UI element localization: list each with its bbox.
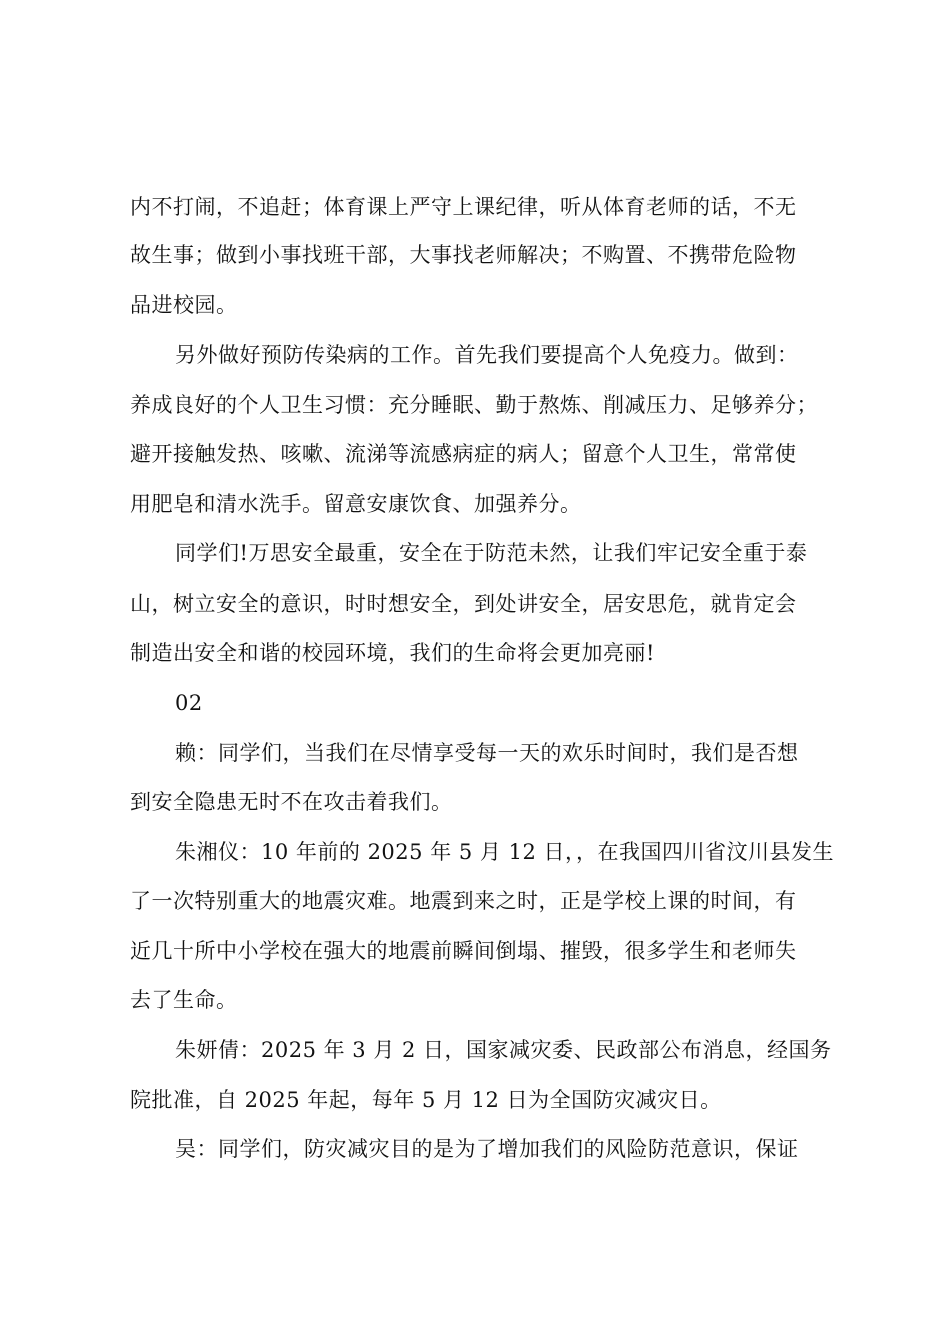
- section-number: 02: [175, 691, 203, 715]
- text-line: 朱妍倩：2025 年 3 月 2 日，国家减灾委、民政部公布消息，经国务: [175, 1038, 832, 1062]
- text-line: 用肥皂和清水洗手。留意安康饮食、加强养分。: [130, 492, 582, 516]
- text-line: 同学们!万思安全最重，安全在于防范未然，让我们牢记安全重于泰: [175, 541, 808, 565]
- text-line: 朱湘仪：10 年前的 2025 年 5 月 12 日，，在我国四川省汶川县发生: [175, 840, 834, 864]
- text-line: 吴：同学们，防灾减灾目的是为了增加我们的风险防范意识，保证: [175, 1137, 799, 1161]
- text-line: 制造出安全和谐的校园环境，我们的生命将会更加亮丽!: [130, 641, 655, 665]
- text-line: 故生事；做到小事找班干部，大事找老师解决；不购置、不携带危险物: [130, 243, 797, 267]
- text-line: 避开接触发热、咳嗽、流涕等流感病症的病人；留意个人卫生，常常使: [130, 442, 797, 466]
- text-line: 院批准，自 2025 年起，每年 5 月 12 日为全国防灾减灾日。: [130, 1088, 722, 1112]
- text-line: 近几十所中小学校在强大的地震前瞬间倒塌、摧毁，很多学生和老师失: [130, 939, 797, 963]
- text-line: 品进校园。: [130, 293, 238, 317]
- text-line: 去了生命。: [130, 988, 238, 1012]
- text-line: 山，树立安全的意识，时时想安全，到处讲安全，居安思危，就肯定会: [130, 592, 797, 616]
- text-line: 了一次特别重大的地震灾难。地震到来之时，正是学校上课的时间，有: [130, 889, 797, 913]
- text-line: 养成良好的个人卫生习惯：充分睡眠、勤于熬炼、削减压力、足够养分；: [130, 393, 818, 417]
- text-line: 另外做好预防传染病的工作。首先我们要提高个人免疫力。做到：: [175, 343, 799, 367]
- text-line: 到安全隐患无时不在攻击着我们。: [130, 790, 453, 814]
- text-line: 赖：同学们，当我们在尽情享受每一天的欢乐时间时，我们是否想: [175, 741, 799, 765]
- text-line: 内不打闹，不追赶；体育课上严守上课纪律，听从体育老师的话，不无: [130, 195, 797, 219]
